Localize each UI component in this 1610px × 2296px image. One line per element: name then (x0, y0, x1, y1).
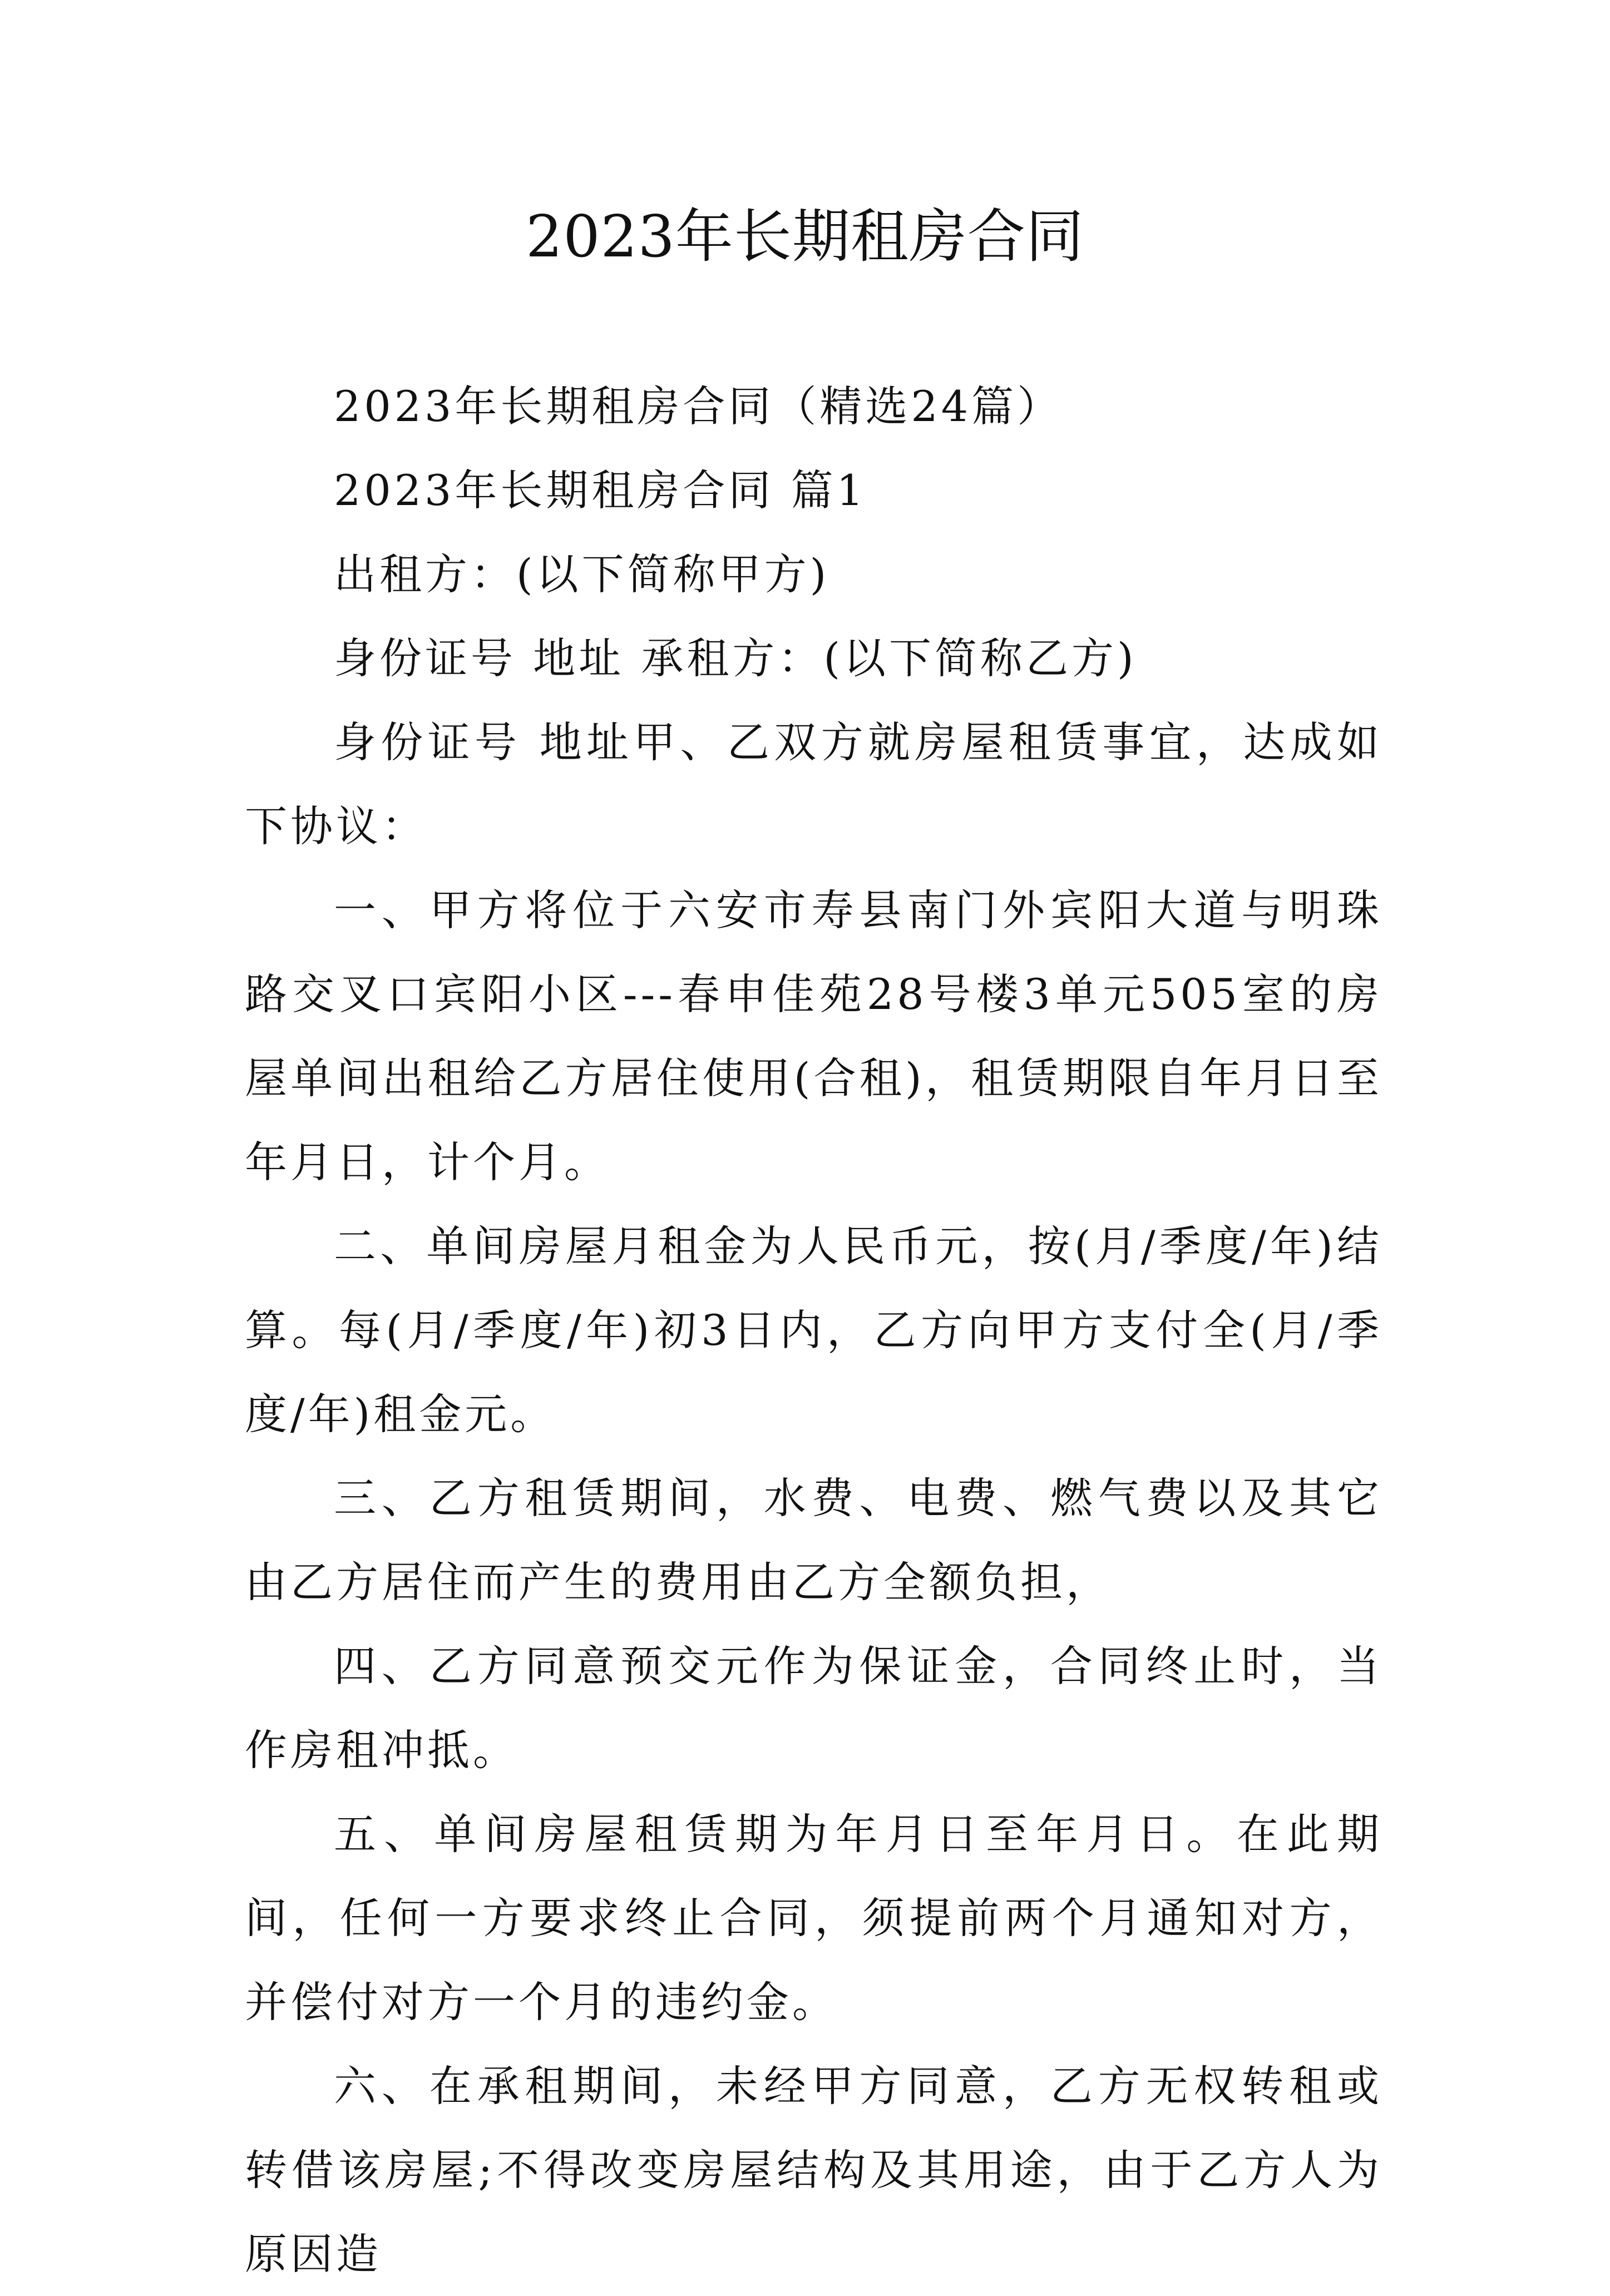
paragraph-clause-6: 六、在承租期间，未经甲方同意，乙方无权转租或转借该房屋;不得改变房屋结构及其用途，由于乙方人为原因造 (245, 2061, 1382, 2279)
paragraph-clause-1: 一、甲方将位于六安市寿县南门外宾阳大道与明珠路交叉口宾阳小区---春申佳苑28号楼3单元505室的房屋单间出租给乙方居住使用(合租)，租赁期限自年月日至年月日，计个月。 (245, 885, 1382, 1187)
paragraph-clause-3: 三、乙方租赁期间，水费、电费、燃气费以及其它由乙方居住而产生的费用由乙方全额负担， (245, 1473, 1382, 1607)
paragraph-lessor: 出租方：(以下简称甲方) (334, 550, 830, 599)
paragraph-agreement-intro: 身份证号 地址甲、乙双方就房屋租赁事宜，达成如下协议： (245, 718, 1382, 851)
paragraph-clause-4: 四、乙方同意预交元作为保证金，合同终止时，当作房租冲抵。 (245, 1641, 1382, 1775)
document-title: 2023年长期租房合同 (526, 202, 1084, 270)
paragraph-clause-2: 二、单间房屋月租金为人民币元，按(月/季度/年)结算。每(月/季度/年)初3日内，乙方向甲方支付全(月/季度/年)租金元。 (245, 1221, 1382, 1439)
paragraph-subtitle: 2023年长期租房合同（精选24篇） (334, 382, 1063, 431)
paragraph-lessee: 身份证号 地址 承租方：(以下简称乙方) (334, 634, 1137, 683)
paragraph-clause-5: 五、单间房屋租赁期为年月日至年月日。在此期间，任何一方要求终止合同，须提前两个月通知对方，并偿付对方一个月的违约金。 (245, 1809, 1382, 2027)
document-body (245, 364, 1382, 2296)
paragraph-section-heading: 2023年长期租房合同 篇1 (334, 466, 867, 515)
